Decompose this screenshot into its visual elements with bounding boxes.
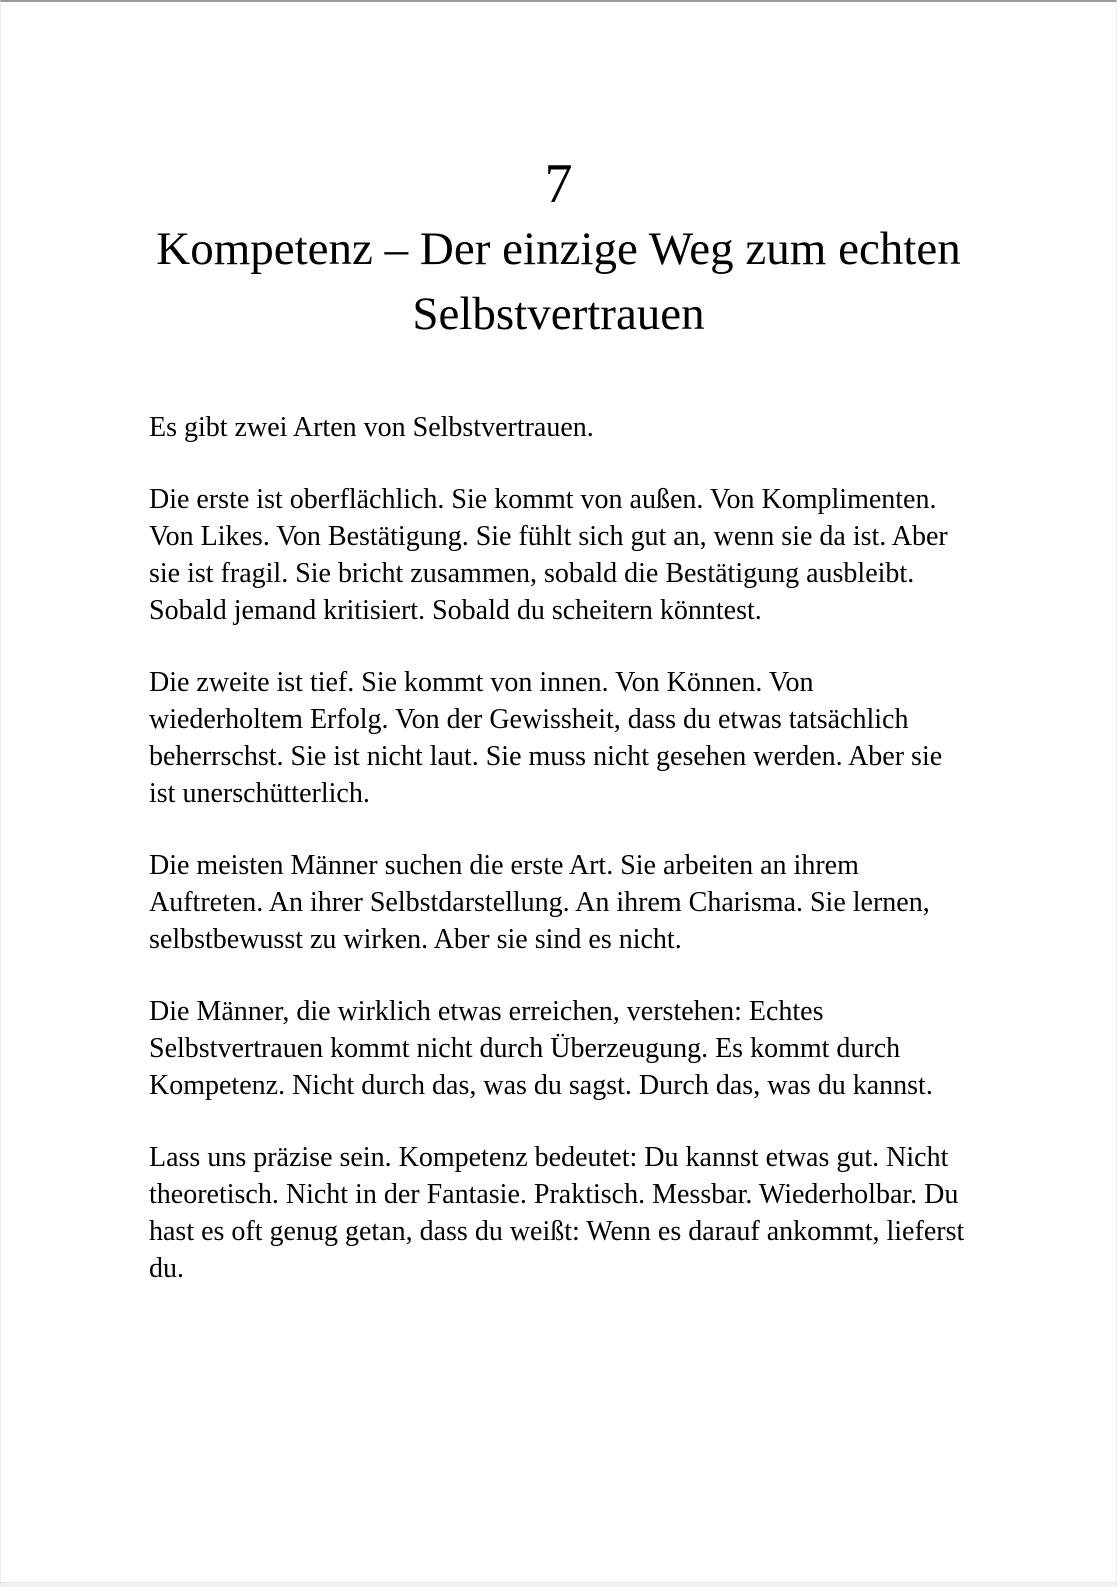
page-bottom-strip [1, 1582, 1116, 1587]
body-paragraph: Lass uns präzise sein. Kompetenz bedeutet: Du kannst etwas gut. Nicht theoretisch. Nicht in der Fantasie. Praktisch. Messbar. Wiederholbar. Du hast es oft genug getan, dass du weißt: Wenn es darauf ankommt, lieferst du. [149, 1142, 965, 1284]
body-paragraph: Es gibt zwei Arten von Selbstvertrauen. [149, 412, 594, 443]
body-paragraph: Die meisten Männer suchen die erste Art. Sie arbeiten an ihrem Auftreten. An ihrer Selbstdarstellung. An ihrem Charisma. Sie lernen, selbstbewusst zu wirken. Aber sie sind es nicht. [149, 850, 930, 955]
body-paragraph: Die zweite ist tief. Sie kommt von innen. Von Können. Von wiederholtem Erfolg. Von der Gewissheit, dass du etwas tatsächlich beherrschst. Sie ist nicht laut. Sie muss nicht gesehen werden. Aber sie ist unerschütterlich. [149, 667, 943, 809]
body-paragraph: Die Männer, die wirklich etwas erreichen, verstehen: Echtes Selbstvertrauen kommt nicht durch Überzeugung. Es kommt durch Kompetenz. Nicht durch das, was du sagst. Durch das, was du kannst. [149, 996, 933, 1101]
chapter-title: Kompetenz – Der einzige Weg zum echten Selbstvertrauen [156, 223, 961, 340]
chapter-number: 7 [544, 153, 573, 215]
body-paragraph: Die erste ist oberflächlich. Sie kommt von außen. Von Komplimenten. Von Likes. Von Bestätigung. Sie fühlt sich gut an, wenn sie da ist. Aber sie ist fragil. Sie bricht zusammen, sobald die Bestätigung ausbleibt. Sobald jemand kritisiert. Sobald du scheitern könntest. [149, 484, 948, 626]
chapter-header [1, 153, 1116, 347]
chapter-body [149, 409, 971, 1287]
